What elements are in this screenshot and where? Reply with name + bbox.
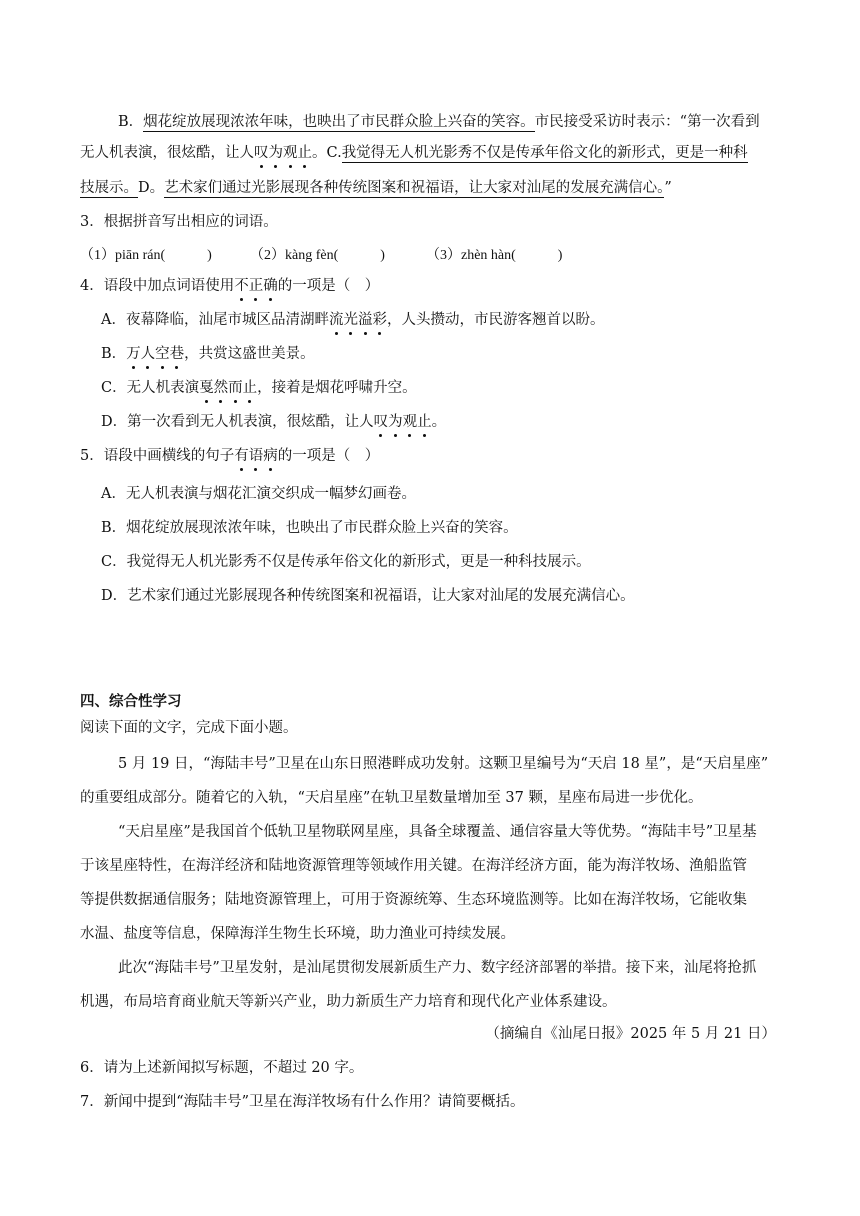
dotted-char: 止	[297, 145, 312, 161]
q4-option-d	[101, 412, 446, 432]
option-text: ，共赏这盛世美景。	[184, 346, 315, 362]
option-text: 。	[431, 414, 447, 430]
q4-option-a	[101, 310, 604, 330]
news-paragraph-2-line-4: 水温、盐度等信息，保障海洋生物生长环境，助力渔业可持续发展。	[80, 926, 515, 942]
passage-text: D。	[138, 180, 165, 196]
dotted-char: 叹	[254, 145, 269, 161]
q4-stem	[80, 276, 379, 296]
section-intro: 阅读下面的文字，完成下面小题。	[80, 720, 298, 736]
option-text: ，接着是烟花呼啸升空。	[257, 380, 417, 396]
news-paragraph-3-line-2: 机遇，布局培育商业航天等新兴产业，助力新质生产力培育和现代化产业体系建设。	[80, 994, 617, 1010]
dotted-char: 病	[263, 448, 278, 464]
q5-option-b: B．烟花绽放展现浓浓年味，也映出了市民群众脸上兴奋的笑容。	[101, 520, 518, 536]
dotted-char: 观	[402, 414, 418, 430]
q4-option-b	[101, 344, 315, 364]
dotted-char: 而	[228, 380, 243, 396]
option-text: B．	[101, 346, 127, 362]
passage-text: 无人机表演，很炫酷，让人	[80, 145, 254, 161]
dotted-char: 有	[234, 448, 249, 464]
q5-stem	[80, 446, 379, 466]
news-paragraph-1-line-1: 5 月 19 日，“海陆丰号”卫星在山东日照港畔成功发射。这颗卫星编号为“天启 18 星”，是“天启星座”	[118, 756, 769, 772]
q2-option-b-line1	[118, 112, 760, 132]
dotted-char: 止	[417, 414, 432, 430]
dotted-char: 为	[268, 145, 283, 161]
dotted-char: 然	[213, 380, 229, 396]
stem-text: 4．语段中加点词语使用	[80, 278, 235, 294]
dotted-char: 叹	[373, 414, 389, 430]
q3-item-1: （1）piān rán( )	[80, 248, 212, 263]
dotted-char: 止	[242, 380, 258, 396]
dotted-char: 流	[328, 312, 344, 328]
dotted-char: 溢	[357, 312, 373, 328]
q6-stem: 6．请为上述新闻拟写标题，不超过 20 字。	[80, 1060, 364, 1076]
q5-option-a: A．无人机表演与烟花汇演交织成一幅梦幻画卷。	[101, 486, 416, 502]
underlined-sentence-b: 烟花绽放展现浓浓年味，也映出了市民群众脸上兴奋的笑容。	[143, 114, 535, 130]
q2-option-b-line2	[80, 143, 748, 163]
option-text: A．夜幕降临，汕尾市城区品清湖畔	[101, 312, 329, 328]
q3-item-3: （3）zhèn hàn( )	[426, 248, 563, 263]
section-heading: 四、综合性学习	[80, 693, 182, 710]
option-label: B．	[118, 114, 144, 130]
dotted-char: 戛	[199, 380, 214, 396]
news-paragraph-2-line-2: 于该星座特性，在海洋经济和陆地资源管理等领域作用关键。在海洋经济方面，能为海洋牧场、渔船监管	[80, 858, 747, 874]
dotted-char: 人	[140, 346, 156, 362]
passage-text: 市民接受采访时表示：“第一次看到	[534, 114, 760, 130]
q5-option-d: D．艺术家们通过光影展现各种传统图案和祝福语，让大家对汕尾的发展充满信心。	[101, 588, 635, 604]
q4-option-c	[101, 378, 417, 398]
option-text: C．无人机表演	[101, 380, 200, 396]
news-paragraph-1-line-2: 的重要组成部分。随着它的入轨，“天启星座”在轨卫星数量增加至 37 颗，星座布局进一步优化。	[80, 790, 703, 806]
stem-text: 的一项是（ ）	[277, 448, 380, 464]
q7-stem: 7．新闻中提到“海陆丰号”卫星在海洋牧场有什么作用？请简要概括。	[80, 1094, 525, 1110]
dotted-char: 彩	[372, 312, 387, 328]
underlined-sentence-c: 我觉得无人机光影秀不仅是传承年俗文化的新形式，更是一种科	[341, 145, 748, 161]
passage-text: 。C.	[312, 145, 342, 161]
option-text: D．第一次看到无人机表演，很炫酷，让人	[101, 414, 374, 430]
underlined-sentence-d: 艺术家们通过光影展现各种传统图案和祝福语，让大家对汕尾的发展充满信心。	[164, 180, 665, 196]
option-text: ，人头攒动，市民游客翘首以盼。	[386, 312, 605, 328]
dotted-char: 正	[248, 278, 264, 294]
dotted-char: 观	[283, 145, 298, 161]
dotted-char: 为	[388, 414, 403, 430]
news-paragraph-2-line-3: 等提供数据通信服务；陆地资源管理上，可用于资源统筹、生态环境监测等。比如在海洋牧场，它能收集	[80, 892, 747, 908]
underlined-sentence-c-end: 技展示。	[80, 180, 138, 196]
dotted-char: 语	[248, 448, 264, 464]
news-source: （摘编自《汕尾日报》2025 年 5 月 21 日）	[485, 1026, 776, 1042]
stem-text: 5．语段中画横线的句子	[80, 448, 235, 464]
dotted-char: 空	[155, 346, 170, 362]
stem-text: 的一项是（ ）	[277, 278, 380, 294]
q3-stem: 3．根据拼音写出相应的词语。	[80, 214, 278, 230]
dotted-char: 巷	[169, 346, 185, 362]
q2-option-b-line3	[80, 178, 672, 198]
q5-option-c: C．我觉得无人机光影秀不仅是传承年俗文化的新形式，更是一种科技展示。	[101, 554, 591, 570]
passage-text: ”	[664, 180, 672, 196]
q3-item-2: （2）kàng fèn( )	[250, 248, 385, 263]
dotted-char: 光	[343, 312, 358, 328]
news-paragraph-2-line-1: “天启星座”是我国首个低轨卫星物联网星座，具备全球覆盖、通信容量大等优势。“海陆丰号”卫星基	[118, 824, 757, 840]
news-paragraph-3-line-1: 此次“海陆丰号”卫星发射，是汕尾贯彻发展新质生产力、数字经济部署的举措。接下来，汕尾将抢抓	[118, 960, 757, 976]
dotted-char: 确	[263, 278, 278, 294]
dotted-char: 不	[234, 278, 249, 294]
dotted-char: 万	[126, 346, 141, 362]
